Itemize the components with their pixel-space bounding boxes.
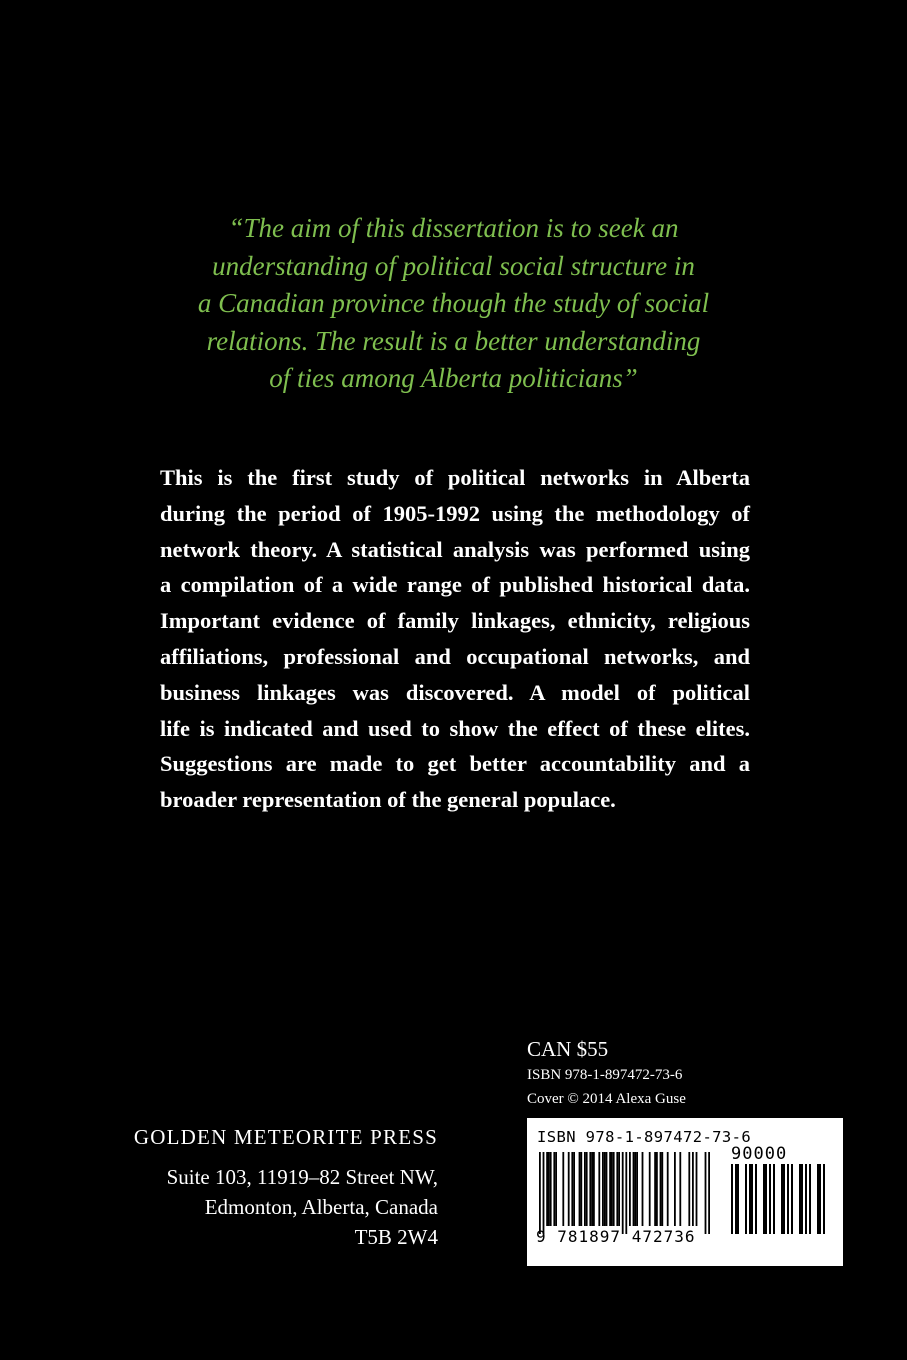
barcode-bar bbox=[616, 1152, 618, 1226]
barcode-bar bbox=[692, 1152, 694, 1226]
barcode-bar bbox=[696, 1152, 698, 1226]
description-line: Important evidence of family linkages, ethnicity, religious bbox=[160, 608, 750, 634]
quote-line: “The aim of this dissertation is to seek an bbox=[228, 213, 679, 243]
barcode-addon-bar bbox=[751, 1164, 753, 1234]
barcode bbox=[527, 1118, 843, 1266]
barcode-addon-bar bbox=[787, 1164, 789, 1234]
barcode-addon-bar bbox=[745, 1164, 747, 1234]
barcode-addon-bar bbox=[809, 1164, 811, 1234]
barcode-bar bbox=[667, 1152, 669, 1226]
barcode-bar bbox=[660, 1152, 662, 1226]
barcode-bar bbox=[602, 1152, 604, 1226]
description-line: during the period of 1905-1992 using the methodology of bbox=[160, 500, 750, 526]
description-line: This is the first study of political networks in Alberta bbox=[160, 465, 750, 490]
barcode-bar bbox=[548, 1152, 550, 1226]
quote-line: of ties among Alberta politicians” bbox=[269, 363, 638, 393]
barcode-bar bbox=[579, 1152, 581, 1226]
barcode-addon-bar bbox=[791, 1164, 793, 1234]
barcode-addon-bar bbox=[755, 1164, 757, 1234]
description-line: affiliations, professional and occupational networks, and bbox=[160, 643, 750, 669]
publisher-address-line: Suite 103, 11919–82 Street NW, bbox=[166, 1165, 438, 1189]
quote-line: a Canadian province though the study of social bbox=[197, 288, 710, 318]
barcode-addon-bar bbox=[819, 1164, 821, 1234]
barcode-bar bbox=[636, 1152, 638, 1226]
barcode-addon-bar bbox=[769, 1164, 771, 1234]
barcode-addon-bar bbox=[735, 1164, 737, 1234]
barcode-bar bbox=[625, 1152, 627, 1234]
pull-quote bbox=[150, 210, 757, 398]
barcode-bar bbox=[705, 1152, 707, 1234]
publisher-name: GOLDEN METEORITE PRESS bbox=[133, 1125, 438, 1149]
barcode-bar bbox=[679, 1152, 681, 1226]
price-label: CAN $55 bbox=[527, 1037, 609, 1061]
barcode-bar bbox=[580, 1152, 582, 1226]
quote-line: relations. The result is a better understanding bbox=[206, 325, 701, 356]
barcode-bar bbox=[573, 1152, 575, 1226]
barcode-bar bbox=[708, 1152, 710, 1234]
description-line: Suggestions are made to get better accountability and a bbox=[160, 751, 750, 777]
barcode-addon-bar bbox=[773, 1164, 775, 1234]
barcode-addon-bar bbox=[731, 1164, 733, 1234]
barcode-bar bbox=[589, 1152, 591, 1226]
barcode-bar bbox=[611, 1152, 613, 1226]
description-line: network theory. A statistical analysis was performed using bbox=[160, 536, 750, 562]
barcode-bar bbox=[633, 1152, 635, 1226]
barcode-bar bbox=[546, 1152, 548, 1226]
barcode-addon-bar bbox=[781, 1164, 783, 1234]
barcode-bar bbox=[604, 1152, 606, 1226]
barcode-bar bbox=[654, 1152, 656, 1226]
barcode-bar bbox=[543, 1152, 545, 1234]
barcode-bar bbox=[550, 1152, 552, 1226]
barcode-addon-bar bbox=[799, 1164, 801, 1234]
isbn-label: ISBN 978-1-897472-73-6 bbox=[527, 1067, 683, 1083]
description-line: life is indicated and used to show the effect of these elites. bbox=[160, 715, 750, 741]
quote-line: understanding of political social structure in bbox=[212, 250, 695, 281]
barcode-bar bbox=[629, 1152, 631, 1226]
barcode-bar bbox=[613, 1152, 615, 1226]
barcode-bar bbox=[539, 1152, 541, 1234]
barcode-bar bbox=[553, 1152, 555, 1226]
barcode-bar bbox=[688, 1152, 690, 1226]
barcode-bar bbox=[642, 1152, 644, 1226]
barcode-addon-bar bbox=[763, 1164, 765, 1234]
barcode-bar bbox=[584, 1152, 586, 1226]
description-line: business linkages was discovered. A model of political bbox=[160, 679, 750, 705]
barcode-bar bbox=[656, 1152, 658, 1226]
barcode-ean-digits: 9 781897 472736 bbox=[536, 1227, 696, 1246]
cover-credit: Cover © 2014 Alexa Guse bbox=[527, 1091, 686, 1107]
barcode-bar bbox=[555, 1152, 557, 1226]
barcode-addon-bar bbox=[805, 1164, 807, 1234]
barcode-bar bbox=[622, 1152, 624, 1234]
barcode-addon-bar bbox=[737, 1164, 739, 1234]
barcode-addon-bar bbox=[783, 1164, 785, 1234]
barcode-bar bbox=[634, 1152, 636, 1226]
barcode-bar bbox=[586, 1152, 588, 1226]
barcode-addon-bar bbox=[765, 1164, 767, 1234]
barcode-addon-digits: 90000 bbox=[731, 1144, 788, 1164]
barcode-bar bbox=[591, 1152, 593, 1226]
barcode-bar bbox=[609, 1152, 611, 1226]
publisher-info bbox=[134, 1122, 438, 1252]
barcode-isbn-text: ISBN 978-1-897472-73-6 bbox=[537, 1128, 752, 1146]
description-line: a compilation of a wide range of published historical data. bbox=[160, 572, 750, 598]
publisher-address-line: Edmonton, Alberta, Canada bbox=[204, 1195, 438, 1219]
publisher-address-line: T5B 2W4 bbox=[354, 1225, 438, 1249]
barcode-bar bbox=[593, 1152, 595, 1226]
barcode-bar bbox=[598, 1152, 600, 1226]
barcode-addon-bar bbox=[823, 1164, 825, 1234]
book-description bbox=[160, 460, 750, 818]
barcode-bar bbox=[562, 1152, 564, 1226]
barcode-addon-bar bbox=[749, 1164, 751, 1234]
barcode-bar bbox=[649, 1152, 651, 1226]
barcode-bar bbox=[568, 1152, 570, 1226]
barcode-bar bbox=[674, 1152, 676, 1226]
barcode-addon-bar bbox=[817, 1164, 819, 1234]
barcode-bar bbox=[606, 1152, 608, 1226]
barcode-addon-bar bbox=[801, 1164, 803, 1234]
barcode-bar bbox=[618, 1152, 620, 1226]
description-line: broader representation of the general populace. bbox=[160, 787, 616, 813]
barcode-bar bbox=[661, 1152, 663, 1226]
price-info bbox=[527, 1035, 686, 1111]
barcode-bar bbox=[571, 1152, 573, 1226]
